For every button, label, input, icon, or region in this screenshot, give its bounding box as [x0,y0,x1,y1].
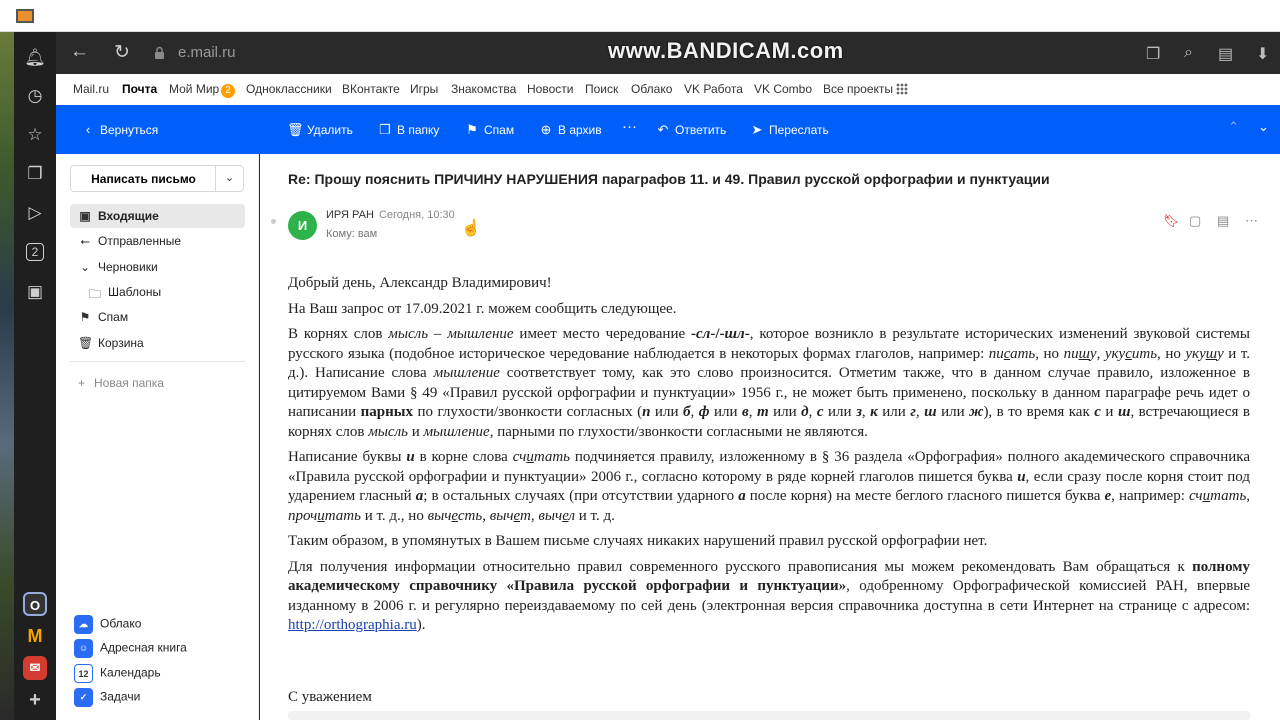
browser-side-rail [14,32,56,720]
mail-app-icon[interactable]: ✉ [23,656,47,680]
message-action-bar [56,105,1280,154]
sidebar-divider [70,361,245,362]
calendar-icon: 12 [74,664,93,683]
nav-all-projects[interactable]: Все проекты [823,82,894,96]
greeting: Добрый день, Александр Владимирович! [288,275,552,291]
recipient-line[interactable]: Кому: вам [326,228,378,240]
nav-ok[interactable]: Одноклассники [246,82,332,96]
sender-name[interactable]: ИРЯ РАН [326,209,374,221]
inbox-icon: ▣ [79,209,91,223]
folder-sent[interactable]: ⭠ Отправленные [70,229,245,253]
copy-icon[interactable]: ❐ [1146,46,1161,63]
nav-dating[interactable]: Знакомства [451,82,517,96]
checkbox-icon: ✓ [74,688,93,707]
reply-button[interactable]: ↶ Ответить [655,122,726,138]
spam-button[interactable]: ⚑ Спам [464,122,514,138]
play-icon[interactable]: ▷ [28,203,42,222]
folder-spam[interactable]: ⚑ Спам [79,310,129,324]
folder-trash[interactable]: 🗑︎ Корзина [78,336,144,350]
delete-button[interactable]: 🗑︎ Удалить [287,122,353,137]
message-body [288,274,1250,642]
bandicam-watermark: www.BANDICAM.com [608,38,844,63]
downloads-icon[interactable]: ⬇ [1256,46,1270,63]
sender-line [326,209,455,221]
nav-games[interactable]: Игры [410,82,439,96]
quoted-block-edge [288,711,1250,720]
browser-toolbar [56,32,1280,74]
compose-dropdown-icon[interactable]: ⌄ [215,166,243,191]
lock-icon [154,46,165,60]
nav-vk-combo[interactable]: VK Combo [754,82,813,96]
spam-icon: ⚑ [79,310,91,324]
more-actions-button[interactable]: ··· [622,118,637,135]
archive-icon: ⊕ [540,122,552,137]
sent-icon: ⭠ [80,234,90,248]
nav-cloud[interactable]: Облако [631,82,673,96]
reload-icon[interactable]: ↻ [114,42,130,63]
chevron-up-icon[interactable]: ⌃ [1228,119,1239,134]
chevron-down-icon[interactable]: ⌄ [1258,119,1269,134]
nav-vk[interactable]: ВКонтакте [342,82,400,96]
signoff: С уважением [288,689,372,705]
mouse-cursor-icon: ☝ [461,220,481,237]
video-call-icon[interactable]: ▢ [1189,213,1202,228]
music-icon[interactable]: M [23,624,47,648]
folder-inbox[interactable]: ▣ Входящие [70,204,245,228]
collections-icon[interactable]: ❐ [27,164,43,183]
desktop-background [0,32,14,720]
paragraph-3: Таким образом, в упомянутых в Вашем письме случаях никаких нарушений правил русской орфографии нет. [288,533,988,549]
add-panel-icon[interactable]: + [29,689,41,711]
screenshot-icon[interactable]: ▣ [26,282,44,301]
mymir-counter-badge: 2 [221,84,235,98]
alice-icon[interactable]: O [23,592,47,616]
back-button[interactable]: ‹ Вернуться [80,122,158,137]
archive-button[interactable]: ⊕ В архив [538,122,602,138]
folder-icon: 🗀︎ [88,287,101,301]
reply-icon: ↶ [657,122,669,137]
message-date: Сегодня, 10:30 [378,209,455,221]
chevron-left-icon: ‹ [85,122,91,137]
tabs-counter-icon[interactable]: 2 [23,240,47,264]
app-calendar[interactable]: 12 Календарь [74,664,161,684]
chevron-down-icon: ⌄ [79,260,91,274]
message-view [260,154,1280,720]
trash-icon: 🗑︎ [78,336,94,350]
nav-mymir[interactable]: Мой Мир 2 [169,82,235,98]
trash-icon: 🗑︎ [287,122,304,137]
tabs-icon[interactable]: ▤ [1218,46,1234,63]
calendar-event-icon[interactable]: ▤ [1217,213,1230,228]
nav-vk-work[interactable]: VK Работа [684,82,743,96]
os-taskbar [0,0,1280,32]
portal-nav [56,74,1280,105]
history-icon[interactable]: ◷ [27,86,43,105]
bandicam-app-icon[interactable] [16,9,34,23]
app-address-book[interactable]: ☺ Адресная книга [74,639,187,659]
folder-drafts[interactable]: ⌄ Черновики [79,260,158,274]
new-folder-link[interactable]: + Новая папка [78,376,164,390]
sender-avatar[interactable]: И [288,211,317,240]
bookmark-icon[interactable]: 🔖︎ [1163,213,1180,228]
app-tasks[interactable]: ✓ Задачи [74,688,140,708]
intro-line: На Ваш запрос от 17.09.2021 г. можем сообщить следующее. [288,300,677,317]
compose-button[interactable] [70,165,244,192]
contacts-icon: ☺ [74,639,93,658]
back-arrow-icon[interactable]: ← [70,41,89,62]
plus-icon: + [78,376,86,390]
folder-move-icon: ❐ [379,122,391,137]
apps-grid-icon[interactable] [896,83,908,95]
more-icon[interactable]: ⋯ [1245,213,1258,228]
search-icon[interactable]: ⌕ [1184,44,1193,61]
nav-mailru[interactable]: Mail.ru [73,82,110,96]
spam-icon: ⚑ [466,122,478,137]
forward-button[interactable]: ➤ Переслать [749,122,829,138]
bell-icon[interactable]: 🔔︎ [24,48,46,67]
paragraph-2: Написание буквы и в корне слова считать подчиняется правилу, изложенному в § 36 раздела «Орфография» полного академического справочника «Правила русской орфографии и пунктуации» 2006 г., согласно которому в ряде корней глаголов пишется буква и, если сразу после корня стоит под ударением гласный а; в остальных случаях (при отсутствии ударного а после корня) на месте беглого гласного пишется буква е, например: считать, прочитать и т. д., но вычесть, вычет, вычел и т. д. [288,449,1251,524]
app-cloud[interactable]: ☁ Облако [74,615,141,635]
compose-label: Написать письмо [91,172,196,186]
address-bar[interactable]: e.mail.ru [178,44,236,61]
forward-icon: ➤ [751,122,763,137]
message-subject: Re: Прошу пояснить ПРИЧИНУ НАРУШЕНИЯ параграфов 11. и 49. Правил русской орфографии и пунктуации [288,171,1050,187]
folder-sidebar [56,154,259,720]
paragraph-1: В корнях слов мысль – мышление имеет место чередование -сл-/-шл-, которое возникло в результате исторических изменений звуковой системы русского языка (подобное историческое чередование наблюдается в некоторых формах глаголов, например: писать, но пишу, укусить, но укушу и т. д.). Написание слова мышление соответствует тому, как это слово произносится. Отметим также, что в данном случае правило, изложенное в цитируемом Вами § 49 «Правил русской орфографии и пунктуации» 1956 г., не может быть применено, поскольку в данном параграфе речь идет о написании парных по глухости/звонкости согласных (п или б, ф или в, т или д, с или з, к или г, ш или ж), в то время как с и ш, встречающиеся в корнях слов мысль и мышление, парными по глухости/звонкости согласными не являются. [288,326,1251,440]
folder-templates[interactable]: 🗀︎ Шаблоны [70,280,245,304]
nav-search[interactable]: Поиск [585,82,619,96]
move-to-folder-button[interactable]: ❐ В папку [377,122,439,138]
orthographia-link[interactable]: http://orthographia.ru [288,617,417,633]
star-icon[interactable]: ☆ [27,125,43,144]
cloud-icon: ☁ [74,615,93,634]
read-status-dot[interactable] [271,219,276,224]
paragraph-4: Для получения информации относительно правил современного русского правописания мы можем рекомендовать Вам обращаться к полному академическому справочнику «Правила русской орфографии и пунктуации», одобренному Орфографической комиссией РАН, впервые изданному в 2006 г. и регулярно переиздаваемому по сей день (электронная версия справочника доступна в сети Интернет на странице с адресом: http://orthographia.ru). [288,558,1251,633]
nav-mail[interactable]: Почта [122,82,158,96]
nav-news[interactable]: Новости [527,82,574,96]
